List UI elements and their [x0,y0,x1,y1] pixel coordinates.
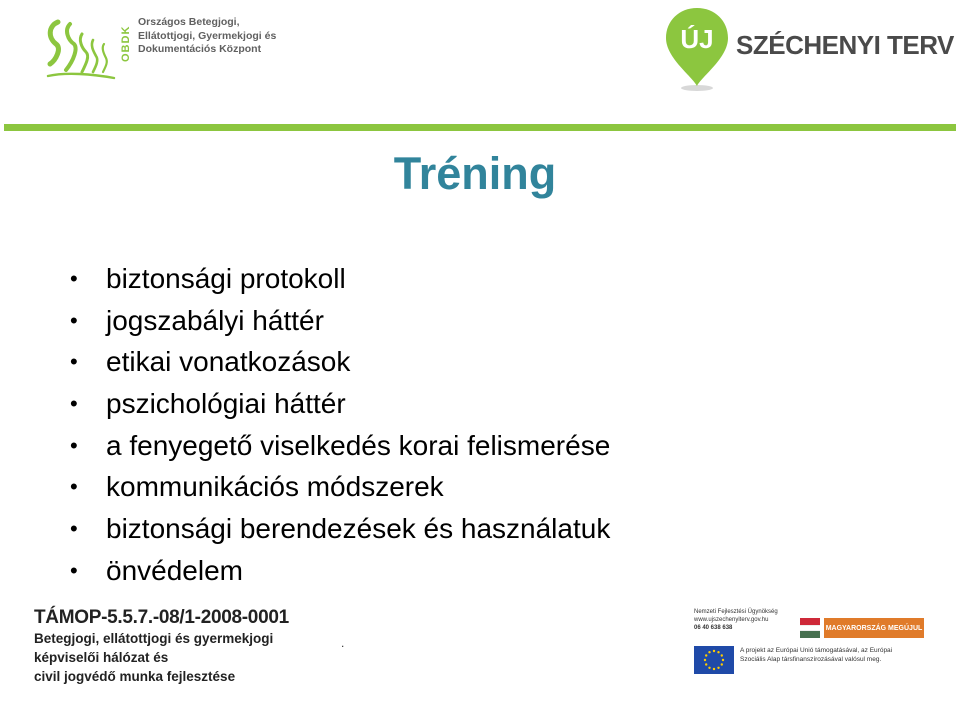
bullet-text: jogszabályi háttér [106,304,324,336]
eu-line: A projekt az Európai Unió támogatásával, az Európai [740,647,893,654]
bullet-dot: • [70,557,78,583]
bullet-text: biztonsági protokoll [106,263,346,294]
eu-funding-text [740,646,930,664]
project-code: TÁMOP-5.5.7.-08/1-2008-0001 [34,607,289,628]
bullet-item [70,466,610,508]
project-line: képviselői hálózat és [34,650,169,665]
bullet-text: kommunikációs módszerek [106,471,444,503]
bullet-dot: • [70,349,78,375]
bullet-text: önvédelem [106,554,243,586]
bullet-list [70,258,610,592]
nfu-info [694,608,794,632]
funding-logos [688,604,928,680]
bullet-text: biztonsági berendezések és használatuk [106,513,611,545]
szechenyi-badge-text: ÚJ [680,24,714,54]
obdk-full-name [138,16,308,57]
bullet-dot: • [70,432,78,458]
magyarorszag-megujul-badge: MAGYARORSZÁG MEGÚJUL [824,618,924,638]
bullet-dot: • [70,516,78,542]
bullet-item [70,383,610,425]
bullet-dot: • [70,391,78,417]
map-pin-icon [664,6,730,92]
bullet-item [70,300,610,342]
slide-title: Tréning [393,148,557,199]
obdk-name-line: Ellátottjogi, Gyermekjogi és [138,29,277,42]
bullet-text: a fenyegető viselkedés korai felismerése [106,429,611,461]
obdk-name-line: Országos Betegjogi, [138,16,240,28]
bullet-item [70,550,610,592]
obdk-name-line: Dokumentációs Központ [138,43,262,55]
nfu-line: 06 40 638 638 [694,625,733,631]
eu-line: Szociális Alap társfinanszírozásával valósul meg. [740,656,882,663]
project-info [34,607,334,686]
bullet-item [70,258,610,300]
obdk-acronym: OBDK [120,25,132,63]
eu-flag-icon [694,646,734,674]
header-divider [4,124,956,131]
bullet-dot: • [70,266,78,291]
bullet-dot: • [70,307,78,333]
footer-dot: . [341,636,345,650]
bullet-item [70,508,610,550]
bullet-item [70,425,610,467]
bullet-text: etikai vonatkozások [106,346,351,378]
bullet-item [70,341,610,383]
bullet-dot: • [70,474,78,500]
bullet-text: pszichológiai háttér [106,388,346,420]
obdk-logo [46,12,286,80]
obdk-scales-icon [46,16,116,80]
szechenyi-terv-logo [664,6,954,92]
nfu-line: Nemzeti Fejlesztési Ügynökség [694,609,778,615]
szechenyi-terv-name: SZÉCHENYI TERV [736,30,954,60]
project-line: civil jogvédő munka fejlesztése [34,669,236,684]
nfu-line: www.ujszechenyiterv.gov.hu [694,617,769,623]
project-line: Betegjogi, ellátottjogi és gyermekjogi [34,631,274,646]
hungarian-flag-icon [800,618,820,638]
